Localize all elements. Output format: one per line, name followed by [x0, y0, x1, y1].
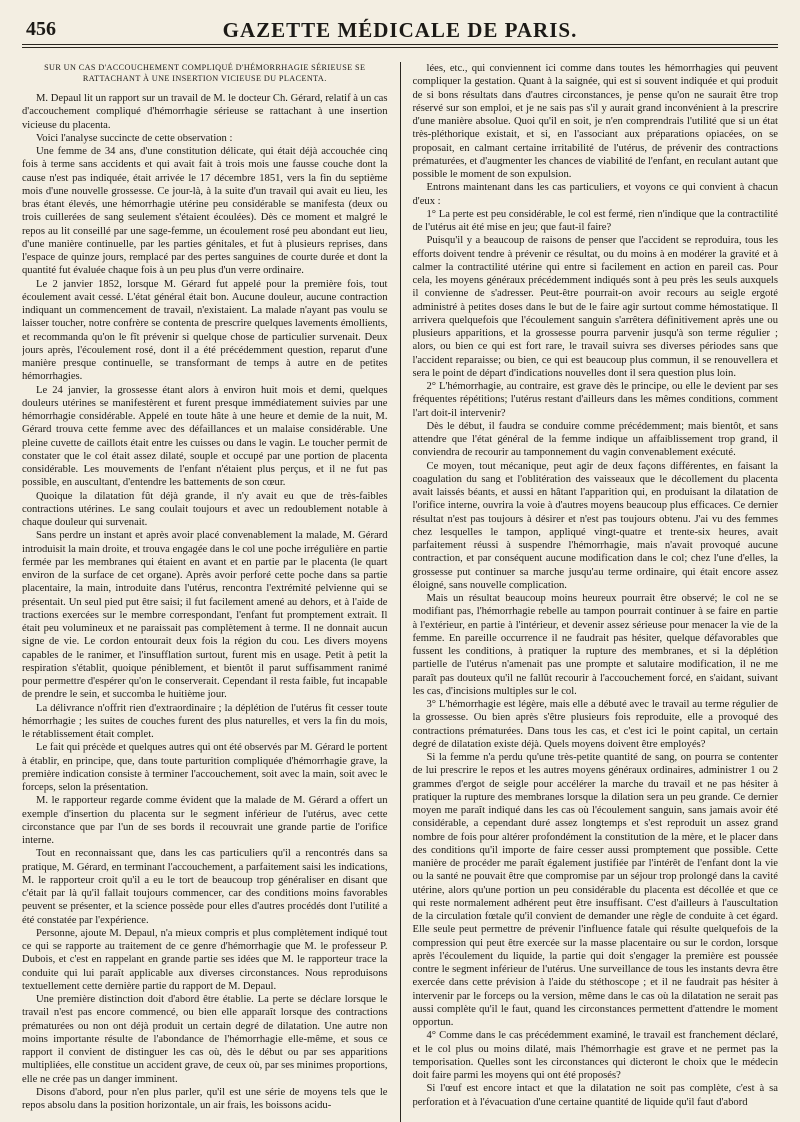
paragraph: 2° L'hémorrhagie, au contraire, est grave dès le principe, ou elle le devient par ses fréquentes répétitions; l'utérus restant d'ailleurs dans les mêmes conditions, comment l'art doit-il intervenir?: [412, 381, 778, 419]
journal-title: GAZETTE MÉDICALE DE PARIS.: [222, 18, 578, 42]
paragraph: Si la femme n'a perdu qu'une très-petite quantité de sang, on pourra se contenter de lui prescrire le repos et les autres moyens généraux ordinaires, administrer 1 ou 2 grammes d'ergot de seigle pour accélérer la marche du travail et ne pas hésiter à pratiquer la rupture des membranes lorsque la dilation sera un peu grande. Ce dernier moyen me paraît indiqué dans les cas où l'écoulement sanguin, sans jamais avoir été considérable, a cependant duré assez longtemps et s'est reproduit un assez grand nombre de fois pour altérer profondément la constitution de la mère, et le placer dans des conditions qu'il importe de faire cesser aussi promptement que possible. Cette manière de procéder me paraît également justifiée par l'intérêt de l'enfant dont la vie ou la santé ne pouvait être que compromise par un séjour trop prolongé dans la cavité utérine, alors qu'une portion un peu considérable du placenta est décollée et que ce qui reste normalement adhérent peut être insuffisant. C'est d'ailleurs à l'auscultation de la circulation fœtale qu'il convient de demander une règle de conduite à cet égard. Elle seule peut permettre de prévenir l'influence fatale qui résulte quelquefois de la compression qui peut être exercée sur la masse placentaire ou sur le cordon, lorsque après l'écoulement du liquide, la partie qui doit s'engager la première est poussée contre le segment inférieur de l'utérus. Une surveillance de tous les instants devra être exercée dans cette prévision à l'aide du stéthoscope ; et il ne faudrait pas hésiter à intervenir par le forceps ou la version, même dans le cas où la dilatation ne serait pas aussi complète qu'il le faut, quand les circonstances permettent d'attendre le moment opportun.: [412, 752, 778, 1028]
paragraph: Mais un résultat beaucoup moins heureux pourrait être observé; le col ne se modifiant pas, l'hémorrhagie rebelle au tampon pourrait continuer à se faire en partie à l'extérieur, en partie à l'intérieur, et devenir assez sérieuse pour menacer la vie de la femme. En pareille occurrence il ne faudrait pas hésiter, quelque défavorables que fussent les conditions, à pratiquer la rupture des membranes, et si la déplétion partielle de l'utérus n'amenait pas une prompte et salutaire modification, il ne me paraît pas douteux qu'il ne fallût recourir à l'accouchement forcé, en s'aidant, suivant les cas, d'incisions multiples sur le col.: [412, 593, 778, 697]
paragraph: Le 2 janvier 1852, lorsque M. Gérard fut appelé pour la première fois, tout écoulement avait cessé. L'état général était bon. Aucune douleur, aucune contraction indiquant un commencement de travail, n'existaient. La malade n'ayant pas voulu se laisser toucher, notre confrère se contenta de prescrire quelques lavements émollients, et recommanda qu'on le fît prévenir si quelque chose de particulier survenait. Deux jours après, l'écoulement rosé, dont il a été précédemment question, reparut d'une manière presque continuelle, se transformant de temps à autre en de petites hémorrhagies.: [22, 278, 388, 383]
header-rule: [22, 47, 778, 48]
paragraph: La délivrance n'offrit rien d'extraordinaire ; la déplétion de l'utérus fit cesser toute hémorrhagie ; les suites de couches furent des plus naturelles, et vers la fin du mois, le rétablissement était complet.: [22, 702, 388, 740]
paragraph: Entrons maintenant dans les cas particuliers, et voyons ce qui convient à chacun d'eux :: [412, 182, 778, 207]
paragraph: Le fait qui précède et quelques autres qui ont été observés par M. Gérard le portent à établir, en principe, que, dans toute parturition compliquée d'hémorrhagie grave, la première indication consiste à terminer l'accouchement, soit avec la main, soit avec le forceps, selon la présentation.: [22, 742, 388, 793]
right-column: [413, 62, 779, 1122]
paragraph: Puisqu'il y a beaucoup de raisons de penser que l'accident se reproduira, tous les efforts doivent tendre à prévenir ce résultat, ou du moins à en modérer la gravité et à calmer la contractilité utérine qui entre si facilement en action en pareil cas. Pour cela, les moyens généraux précédemment indiqués sont à peu près les seuls auxquels il convienne de s'adresser. Peut-être pourrait-on avoir recours au seigle ergoté administré à petites doses dans le but de le faire agir surtout comme hémostatique. Il arrivera quelquefois que l'écoulement sanguin s'arrêtera définitivement après une ou plusieurs apparitions, et la grossesse pourra parvenir jusqu'à son terme régulier ; alors, ou bien ce qui est fort rare, le travail suivra ses diverses périodes sans que l'accident reparaisse; ou bien, ce qui est beaucoup plus commun, il se renouvellera et sera le point de départ d'indications nouvelles dont il sera question plus loin.: [412, 235, 778, 379]
paragraph: M. Depaul lit un rapport sur un travail de M. le docteur Ch. Gérard, relatif à un cas d'accouchement compliqué d'hémorrhagie sérieuse se rattachant à une insertion vicieuse du placenta.: [22, 93, 388, 131]
left-column: [22, 62, 388, 1122]
page-header: [22, 14, 778, 45]
column-divider: [400, 62, 401, 1122]
paragraph: Une première distinction doit d'abord être établie. La perte se déclare lorsque le travail n'est pas encore commencé, ou bien elle apparaît lorsque des contractions prématurées ou non ont déjà produit un certain degré de dilatation. Une autre non moins importante résulte de l'abondance de l'hémorrhagie elle-même, et sous ce rapport il convient de distinguer les cas où, dès le début ou par ses apparitions multipliées, elle constitue un accident grave, de ceux où, par ses minimes proportions, elle ne crée pas un danger imminent.: [22, 994, 388, 1085]
paragraph: Si l'œuf est encore intact et que la dilatation ne soit pas complète, c'est à sa perforation et à l'évacuation d'une certaine quantité de liquide qu'il faut d'abord: [412, 1083, 778, 1108]
paragraph: Voici l'analyse succincte de cette observation :: [36, 132, 233, 144]
paragraph: Une femme de 34 ans, d'une constitution délicate, qui était déjà accouchée cinq fois à terme sans accidents et qui avait fait à trois mois une fausse couche dont la cause n'est pas indiquée, était arrivée le 17 décembre 1851, vers la fin du septième mois d'une nouvelle grossesse. Ce jour-là, à la suite d'un travail qui avait eu lieu, les bras étant élevés, une hémorrhagie utérine peu considérable se manifesta (deux ou trois cuillerées de sang seulement s'étaient écoulées). Dès ce moment et malgré le repos au lit conseillé par une sage-femme, un écoulement rosé peu abondant eut lieu, d'une manière continuelle, par les parties génitales, et fut à plusieurs reprises, dans l'espace de quinze jours, remplacé par des pertes sanguines de courte durée et dont la quantité fut évaluée chaque fois à un peu plus d'un verre ordinaire.: [22, 146, 388, 277]
paragraph: Dès le début, il faudra se conduire comme précédemment; mais bientôt, et sans attendre que l'état général de la femme indique un affaiblissement trop grand, il conviendra de recourir au tamponnement du vagin convenablement exécuté.: [412, 420, 778, 459]
paragraph: Disons d'abord, pour n'en plus parler, qu'il est une série de moyens tels que le repos absolu dans la position horizontale, un air frais, les boissons acidu-: [22, 1086, 388, 1111]
paragraph: 4° Comme dans le cas précédemment examiné, le travail est franchement déclaré, et le col plus ou moins dilaté, mais l'hémorrhagie est grave et ne permet pas la temporisation. Quelles sont les circonstances qui dicteront le choix que le médecin doit faire parmi les moyens qui ont été proposés?: [412, 1030, 778, 1081]
paragraph: Sans perdre un instant et après avoir placé convenablement la malade, M. Gérard introduisit la main droite, et trouva engagée dans le col une poche irrégulière en partie fermée par les membranes qui étaient en avant et en partie par le placenta (le quart environ de la surface de cet organe). Après avoir perforé cette poche dans sa partie placentaire, la main, introduite dans l'utérus, rencontra l'extrémité pelvienne qui se présentait. Un seul pied put être saisi; il fut facilement amené au dehors, et à l'aide de tractions exercées sur le membre correspondant, l'enfant fut promptement extrait. Il était peu volumineux et ne paraissait pas complètement à terme. Il ne donnait aucun signe de vie. Le cordon entourait deux fois la région du cou. Les divers moyens capables de le ranimer, et l'insufflation surtout, furent mis en usage. Petit à petit la respiration s'établit, quoique péniblement, et bientôt il parut suffisamment ranimé pour permettre d'espérer qu'on le conserverait. Cependant il resta faible, fut incapable de prendre le sein, et succomba le huitième jour.: [22, 530, 388, 701]
paragraph: 3° L'hémorrhagie est légère, mais elle a débuté avec le travail au terme régulier de la grossesse. Ou bien après s'être plusieurs fois reproduite, elle a provoqué des contractions prématurées. Dans tous les cas, et c'est ici le point capital, un certain degré de dilatation existe déjà. Quels moyens doivent être employés?: [412, 699, 778, 750]
page-number: 456: [26, 18, 56, 40]
paragraph: 1° La perte est peu considérable, le col est fermé, rien n'indique que la contractilité de l'utérus ait été mise en jeu; que faut-il faire?: [412, 208, 778, 233]
paragraph: lées, etc., qui conviennent ici comme dans toutes les hémorrhagies qui peuvent compliquer la gestation. Quant à la saignée, qui est si souvent indiquée et qui produit de si bons résultats dans d'autres circonstances, je pense qu'on ne saurait être trop réservé sur son emploi, et je ne sais pas s'il y aurait grand inconvénient à la prescrire d'une manière absolue. Quoi qu'il en soit, je n'en comprendrais l'utilité que si un état très-pléthorique existait, et si, en l'associant aux préparations opiacées, on se proposait, en calmant certaine irritabilité de l'utérus, de prévenir des contractions prématurées, et d'augmenter les chances de viabilité de l'enfant, en reculant autant que possible le moment de son expulsion.: [412, 63, 778, 180]
paragraph: Tout en reconnaissant que, dans les cas particuliers qu'il a rencontrés dans sa pratique, M. Gérard, en terminant l'accouchement, a parfaitement saisi les indications, M. le rapporteur croit qu'il a eu le tort de beaucoup trop généraliser en disant que c'était par là qu'il fallait toujours commencer, car des conditions moins favorables peuvent se présenter, et la science possède pour elles d'autres procédés dont l'utilité a été constatée par l'expérience.: [22, 848, 388, 926]
article-title: SUR UN CAS D'ACCOUCHEMENT COMPLIQUÉ D'HÉMORRHAGIE SÉRIEUSE SE RATTACHANT À UNE INSERTION VICIEUSE DU PLACENTA.: [44, 63, 366, 83]
paragraph: M. le rapporteur regarde comme évident que la malade de M. Gérard a offert un exemple d'insertion du placenta sur le segment inférieur de l'utérus, avec cette circonstance que par l'un de ses bords il recouvrait une grande partie de l'orifice interne.: [22, 795, 388, 846]
paragraph: Personne, ajoute M. Depaul, n'a mieux compris et plus complètement indiqué tout ce qui se rapporte au traitement de ce genre d'hémorrhagie que M. le professeur P. Dubois, et c'est en rappelant en grande partie ses idées que M. le rapporteur trace la conduite qui lui paraît applicable aux diverses circonstances. Nous reproduisons textuellement cette dernière partie du rapport de M. Depaul.: [22, 927, 388, 992]
paragraph: Quoique la dilatation fût déjà grande, il n'y avait eu que de très-faibles contractions utérines. Le sang coulait toujours et avec un redoublement notable à chaque douleur qui survenait.: [22, 490, 388, 528]
article-columns: [22, 62, 778, 1122]
paragraph: Le 24 janvier, la grossesse étant alors à environ huit mois et demi, quelques douleurs utérines se manifestèrent et furent presque immédiatement suivies par une hémorrhagie considérable. Appelé en toute hâte à une heure et demie de la nuit, M. Gérard trouva cette femme avec des défaillances et un malaise considérable. Une pleine cuvette de caillots était entre les cuisses ou dans le vagin. Le toucher permit de constater que le col était assez dilaté, souple et occupé par une portion de placenta considérable. Les mouvements de l'enfant n'étaient plus perçus, et il ne fut pas possible, en auscultant, d'entendre les battements de son cœur.: [22, 384, 388, 489]
paragraph: Ce moyen, tout mécanique, peut agir de deux façons différentes, en faisant la coagulation du sang et l'oblitération des vaisseaux que le décollement du placenta avait laissés béants, et aussi en hâtant l'apparition qui, en produisant la dilatation de l'orifice interne, ouvrira la voie à d'autres moyens beaucoup plus efficaces. Ce dernier résultat n'est pas toujours à désirer et n'est pas toujours obtenu. J'ai vu des femmes chez lesquelles le tampon, appliqué vingt-quatre et trente-six heures, avait parfaitement réussi à suspendre l'hémorrhagie, mais n'avait provoqué aucune contraction, et par conséquent aucune modification dans le col; chez l'une d'elles, la grossesse put continuer sa marche jusqu'au terme ordinaire, qui était encore assez éloigné, sans nouvelle complication.: [412, 460, 778, 591]
